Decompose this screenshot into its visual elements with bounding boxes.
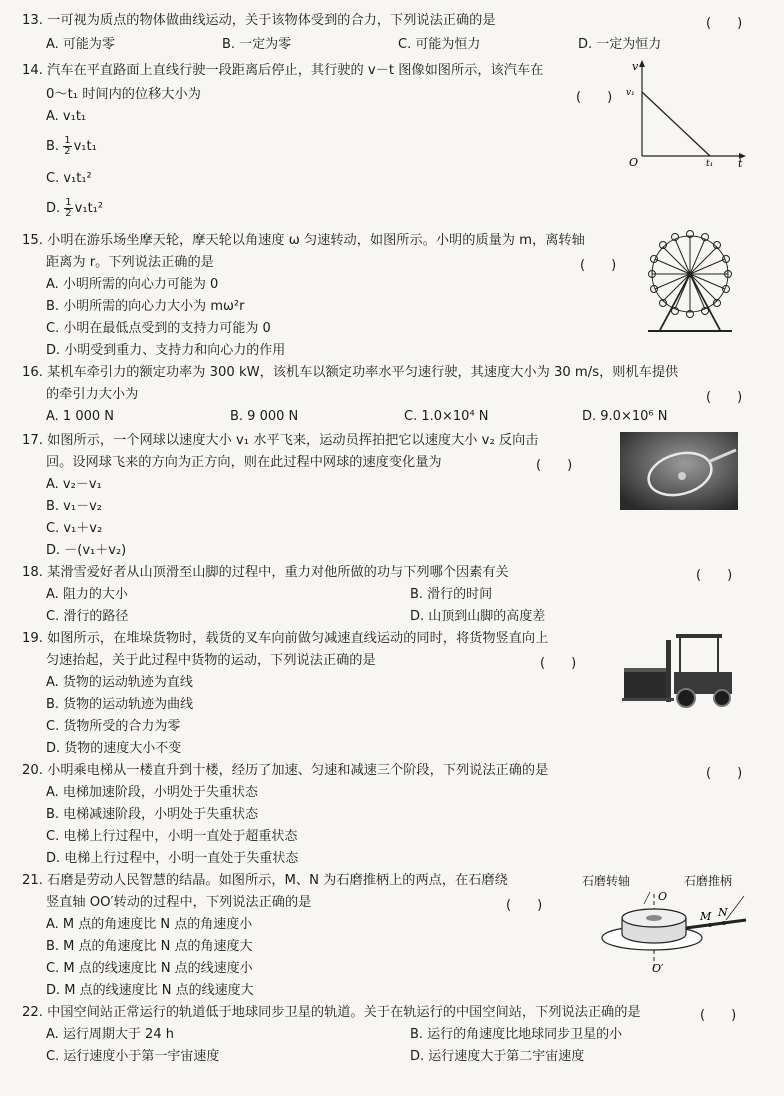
tennis-ball [678, 472, 686, 480]
q19-answer-paren: ( ) [540, 656, 577, 671]
q15-option-c: C. 小明在最低点受到的支持力可能为 0 [46, 321, 271, 336]
q14-b-frac-num: 1 [64, 135, 71, 146]
q13-option-c: C. 可能为恒力 [398, 37, 481, 52]
forklift-forks [622, 698, 674, 701]
q21-stem-line2: 竖直轴 OO′转动的过程中，下列说法正确的是 [46, 895, 312, 910]
q18-answer-paren: ( ) [696, 568, 733, 583]
q21-option-c: C. M 点的线速度比 N 点的线速度小 [46, 961, 253, 976]
q20-option-d: D. 电梯上行过程中，小明一直处于失重状态 [46, 851, 299, 866]
millstone-figure [596, 890, 752, 974]
label-m: M [700, 910, 712, 923]
q20-option-c: C. 电梯上行过程中，小明一直处于超重状态 [46, 829, 298, 844]
millstone-handle-label: 石磨推柄 [684, 874, 733, 888]
q19-option-c: C. 货物所受的合力为零 [46, 719, 181, 734]
q21-option-b: B. M 点的角速度比 N 点的角速度大 [46, 939, 253, 954]
q18-stem: 18. 某滑雪爱好者从山顶滑至山脚的过程中，重力对他所做的功与下列哪个因素有关 [22, 565, 509, 580]
q14-option-b-fraction [63, 136, 71, 157]
q15-answer-paren: ( ) [580, 258, 617, 273]
q15-option-d: D. 小明受到重力、支持力和向心力的作用 [46, 343, 286, 358]
q20-answer-paren: ( ) [706, 766, 743, 781]
q13-answer-paren: ( ) [706, 16, 743, 31]
q18-option-b: B. 滑行的时间 [410, 587, 493, 602]
q22-option-a: A. 运行周期大于 24 h [46, 1027, 174, 1042]
vt-y-arrow [639, 60, 645, 67]
q14-d-frac-den: 2 [65, 208, 72, 219]
vt-x-label: t [738, 157, 743, 168]
q14-answer-paren: ( ) [576, 90, 613, 105]
forklift-cargo-top [624, 668, 666, 672]
q22-answer-paren: ( ) [700, 1008, 737, 1023]
q14-option-d-fraction [64, 198, 72, 219]
q14-stem-line1: 14. 汽车在平直路面上直线行驶一段距离后停止，其行驶的 v－t 图像如图所示，该汽车在 [22, 63, 544, 78]
q18-option-c: C. 滑行的路径 [46, 609, 129, 624]
vt-graph [620, 56, 750, 168]
q14-option-d [46, 198, 103, 219]
q15-stem-line1: 15. 小明在游乐场坐摩天轮，摩天轮以角速度 ω 匀速转动，如图所示。小明的质量为 m，离转轴 [22, 233, 585, 248]
q20-option-b: B. 电梯减速阶段，小明处于失重状态 [46, 807, 259, 822]
q14-option-c: C. v₁t₁² [46, 171, 92, 186]
q15-option-a: A. 小明所需的向心力可能为 0 [46, 277, 219, 292]
q14-option-a: A. v₁t₁ [46, 109, 87, 124]
q21-option-d: D. M 点的线速度比 N 点的线速度大 [46, 983, 254, 998]
q21-option-a: A. M 点的角速度比 N 点的角速度小 [46, 917, 253, 932]
q17-stem-line1: 17. 如图所示，一个网球以速度大小 v₁ 水平飞来，运动员挥拍把它以速度大小 v₂ 反向击 [22, 433, 539, 448]
q17-option-c: C. v₁＋v₂ [46, 521, 103, 536]
q16-option-c: C. 1.0×10⁴ N [404, 409, 489, 424]
forklift-cargo [624, 670, 666, 698]
q14-option-b-expr: v₁t₁ [73, 139, 97, 154]
label-o: O [658, 890, 668, 903]
q13-option-a: A. 可能为零 [46, 37, 115, 52]
tennis-racket-drawing [620, 432, 738, 510]
forklift-figure [620, 628, 738, 710]
vt-y-label: v [632, 60, 639, 73]
vt-v1-label: v₁ [626, 88, 635, 98]
q16-stem-line2: 的牵引力大小为 [46, 387, 139, 402]
label-o-prime: O′ [652, 962, 664, 974]
forklift-rear-wheel [714, 690, 730, 706]
ferris-hub [688, 272, 693, 277]
q19-option-a: A. 货物的运动轨迹为直线 [46, 675, 193, 690]
q17-option-a: A. v₂－v₁ [46, 477, 102, 492]
forklift-roof [676, 634, 722, 638]
forklift-front-wheel [677, 689, 695, 707]
q14-option-b [46, 136, 97, 157]
q15-stem-line2: 距离为 r。下列说法正确的是 [46, 255, 214, 270]
label-n: N [718, 906, 728, 919]
q13-option-d: D. 一定为恒力 [578, 37, 662, 52]
q17-stem-line2: 回。设网球飞来的方向为正方向，则在此过程中网球的速度变化量为 [46, 455, 442, 470]
q16-option-a: A. 1 000 N [46, 409, 115, 424]
forklift-mast [666, 640, 671, 702]
q22-option-d: D. 运行速度大于第二宇宙速度 [410, 1049, 585, 1064]
q22-option-c: C. 运行速度小于第一宇宙速度 [46, 1049, 220, 1064]
q20-option-a: A. 电梯加速阶段，小明处于失重状态 [46, 785, 258, 800]
q20-stem: 20. 小明乘电梯从一楼直升到十楼，经历了加速、匀速和减速三个阶段，下列说法正确的是 [22, 763, 549, 778]
q21-answer-paren: ( ) [506, 898, 543, 913]
axis-leader [644, 892, 650, 904]
q14-option-b-letter: B. [46, 139, 60, 154]
vt-line [642, 92, 710, 156]
q14-b-frac-den: 2 [64, 146, 71, 157]
q19-stem-line2: 匀速抬起，关于此过程中货物的运动，下列说法正确的是 [46, 653, 376, 668]
q14-d-frac-num: 1 [65, 197, 72, 208]
q16-answer-paren: ( ) [706, 390, 743, 405]
q14-option-d-expr: v₁t₁² [74, 201, 104, 216]
q17-option-b: B. v₁－v₂ [46, 499, 102, 514]
q13-stem: 13. 一可视为质点的物体做曲线运动，关于该物体受到的合力，下列说法正确的是 [22, 13, 496, 28]
millstone-axis-label: 石磨转轴 [582, 874, 631, 888]
q16-stem-line1: 16. 某机车牵引力的额定功率为 300 kW，该机车以额定功率水平匀速行驶，其速度大小为 30 m/s，则机车提供 [22, 365, 679, 380]
point-m [708, 923, 712, 927]
q14-stem-line2: 0～t₁ 时间内的位移大小为 [46, 87, 201, 102]
vt-t1-label: t₁ [706, 159, 714, 168]
q22-stem: 22. 中国空间站正常运行的轨道低于地球同步卫星的轨道。关于在轨运行的中国空间站，下列说法正确的是 [22, 1005, 641, 1020]
millstone-handle [686, 920, 746, 928]
handle-leader [726, 896, 744, 920]
q15-option-b: B. 小明所需的向心力大小为 mω²r [46, 299, 245, 314]
q17-answer-paren: ( ) [536, 458, 573, 473]
q16-option-b: B. 9 000 N [230, 409, 299, 424]
q16-option-d: D. 9.0×10⁶ N [582, 409, 668, 424]
q18-option-d: D. 山顶到山脚的高度差 [410, 609, 546, 624]
q13-option-b: B. 一定为零 [222, 37, 292, 52]
ferris-wheel-figure [640, 226, 740, 338]
q14-option-d-letter: D. [46, 201, 61, 216]
q19-option-d: D. 货物的速度大小不变 [46, 741, 182, 756]
millstone-hole [646, 915, 662, 921]
q22-option-b: B. 运行的角速度比地球同步卫星的小 [410, 1027, 623, 1042]
q19-option-b: B. 货物的运动轨迹为曲线 [46, 697, 194, 712]
point-n [722, 921, 726, 925]
tennis-racket-photo [620, 432, 738, 510]
vt-origin-label: O [629, 156, 639, 168]
q17-option-d: D. －(v₁＋v₂) [46, 543, 127, 558]
q21-stem-line1: 21. 石磨是劳动人民智慧的结晶。如图所示，M、N 为石磨推柄上的两点，在石磨绕 [22, 873, 508, 888]
q19-stem-line1: 19. 如图所示，在堆垛货物时，载货的叉车向前做匀减速直线运动的同时，将货物竖直向上 [22, 631, 549, 646]
q18-option-a: A. 阻力的大小 [46, 587, 128, 602]
